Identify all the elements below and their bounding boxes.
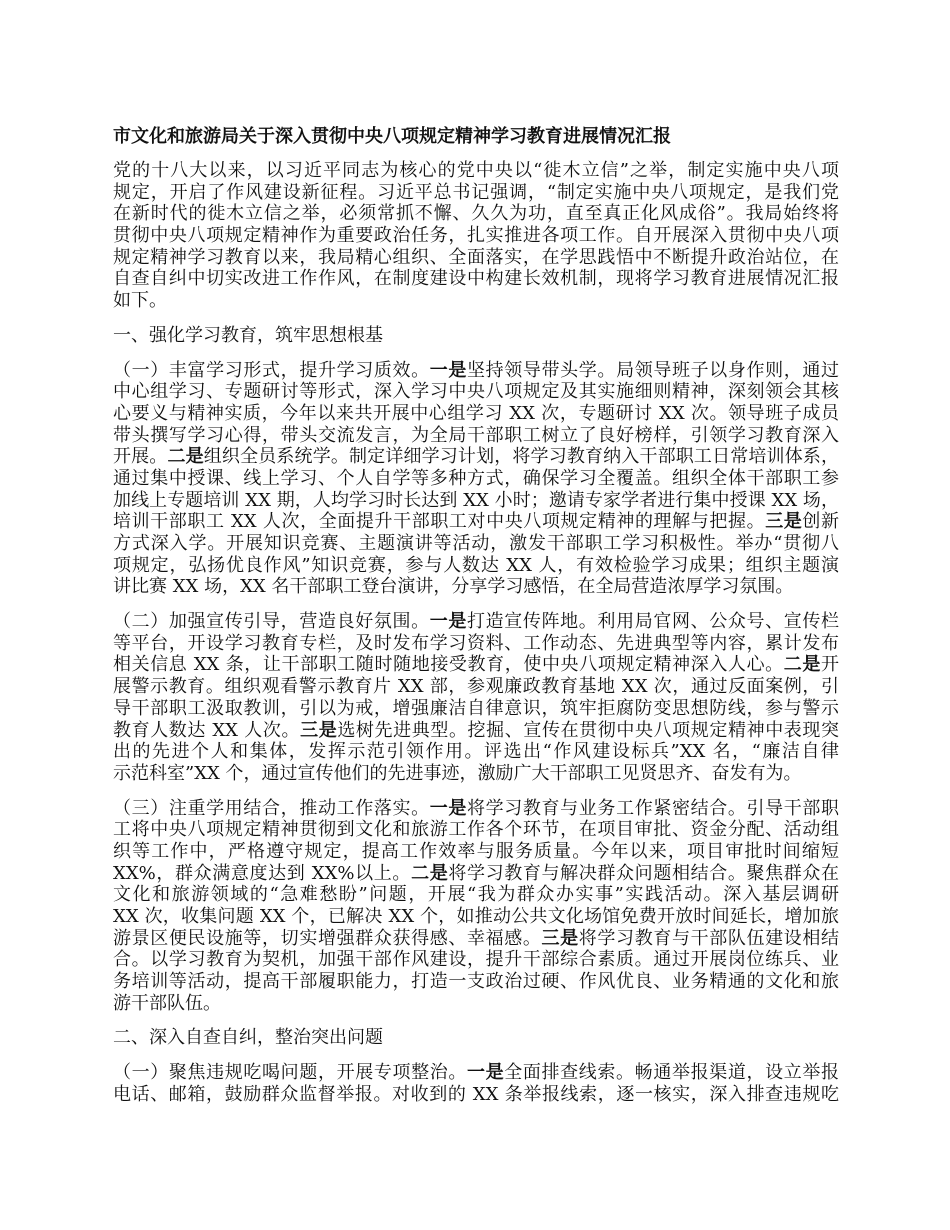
text-segment: 文化和旅游领域的“急难愁盼”问题，开展“我为群众办实事”实践活动。深入基层调研: [113, 884, 839, 906]
text-line: [113, 1084, 839, 1106]
text-segment: 游景区便民设施等，切实增强群众获得感、幸福感。: [113, 927, 542, 949]
text-segment: （三）注重学用结合，推动工作落实。: [113, 797, 430, 819]
paragraph: [113, 798, 839, 1015]
text-segment: 将学习教育与业务工作紧密结合。引导干部职: [467, 797, 840, 819]
text-segment: 在新时代的徙木立信之举，必须常抓不懈、久久为功，直至真正化风成俗”。我局始终将: [113, 203, 839, 225]
text-line: [113, 511, 839, 533]
text-line: [113, 160, 839, 182]
text-segment: 创新: [802, 511, 840, 533]
bold-label: 三是: [300, 719, 338, 741]
paragraph: [113, 160, 839, 312]
text-segment: 中心组学习、专题研讨等形式，深入学习中央八项规定及其实施细则精神，深刻领会其核: [113, 381, 839, 403]
text-line: [113, 490, 839, 512]
text-segment: 方式深入学。开展知识竞赛、主题演讲等活动，激发干部职工学习积极性。举办“贯彻八: [113, 533, 839, 555]
document-title: 市文化和旅游局关于深入贯彻中央八项规定精神学习教育进展情况汇报: [113, 126, 671, 147]
text-line: [113, 203, 839, 225]
bold-label: 二是: [411, 862, 449, 884]
text-line: [113, 533, 839, 555]
text-line: [113, 1062, 839, 1084]
text-segment: 组织全员系统学。制定详细学习计划，将学习教育纳入干部职工日常培训体系，: [203, 446, 840, 468]
text-line: [113, 993, 839, 1015]
bold-label: 三是: [541, 927, 579, 949]
text-segment: （一）聚焦违规吃喝问题，开展专项整治。: [113, 1062, 467, 1084]
text-segment: 展警示教育。组织观看警示教育片 XX 部，参观廉政教育基地 XX 次，通过反面案例，引: [113, 676, 839, 698]
text-line: [113, 247, 839, 269]
text-line: [113, 763, 839, 785]
text-line: [113, 633, 839, 655]
text-segment: 出的先进个人和集体，发挥示范引领作用。评选出“作风建设标兵”XX 名，“廉洁自律: [113, 741, 839, 763]
paragraph: [113, 1062, 839, 1105]
text-segment: 培训干部职工 XX 人次，全面提升干部职工对中央八项规定精神的理解与把握。: [113, 511, 766, 533]
text-segment: 合。以学习教育为契机，加强干部作风建设，提升干部综合素质。通过开展岗位练兵、业: [113, 949, 839, 971]
text-line: [113, 446, 839, 468]
text-line: [113, 425, 839, 447]
text-line: [113, 654, 839, 676]
text-line: [113, 884, 839, 906]
text-line: [113, 611, 839, 633]
bold-label: 一是: [429, 797, 468, 819]
text-line: [113, 468, 839, 490]
text-segment: 开展。: [113, 446, 168, 468]
text-line: [113, 698, 839, 720]
text-segment: 开: [821, 654, 840, 676]
text-segment: XX 次，收集问题 XX 个，已解决 XX 个，如推动公共文化场馆免费开放时间延长，增加旅: [113, 906, 839, 928]
bold-label: 一是: [429, 359, 468, 381]
text-segment: （二）加强宣传引导，营造良好氛围。: [113, 611, 430, 633]
text-line: [113, 928, 839, 950]
text-line: [113, 798, 839, 820]
text-line: [113, 819, 839, 841]
text-segment: 党的十八大以来，以习近平同志为核心的党中央以“徙木立信”之举，制定实施中央八项: [113, 160, 839, 181]
document-page: [113, 126, 839, 1119]
text-line: [113, 381, 839, 403]
text-line: [113, 676, 839, 698]
text-line: [113, 290, 839, 312]
text-line: [113, 741, 839, 763]
paragraph: [113, 611, 839, 785]
text-line: [113, 863, 839, 885]
section-heading: 二、深入自查自纠，整治突出问题: [113, 1027, 383, 1049]
text-line: [113, 906, 839, 928]
paragraph: [113, 360, 839, 599]
text-segment: 电话、邮箱，鼓励群众监督举报。对收到的 XX 条举报线索，逐一核实，深入排查违规吃: [113, 1083, 839, 1105]
text-segment: 通过集中授课、线上学习、个人自学等多种方式，确保学习全覆盖。组织全体干部职工参: [113, 467, 839, 489]
text-segment: 项规定，弘扬优良作风”知识竞赛，参与人数达 XX 人，有效检验学习成果；组织主题演: [113, 554, 839, 576]
text-segment: 规定，开启了作风建设新征程。习近平总书记强调，“制定实施中央八项规定，是我们党: [113, 181, 839, 203]
text-segment: 工将中央八项规定精神贯彻到文化和旅游工作各个环节，在项目审批、资金分配、活动组: [113, 819, 839, 841]
text-segment: 带头撰写学习心得，带头交流发言，为全局干部职工树立了良好榜样，引领学习教育深入: [113, 424, 839, 446]
text-line: [113, 555, 839, 577]
text-segment: 将学习教育与干部队伍建设相结: [578, 927, 840, 949]
text-segment: 自查自纠中切实改进工作作风，在制度建设中构建长效机制，现将学习教育进展情况汇报: [113, 268, 839, 290]
text-segment: 心要义与精神实质，今年以来共开展中心组学习 XX 次，专题研讨 XX 次。领导班子成员: [113, 402, 839, 424]
bold-label: 一是: [467, 1062, 505, 1084]
text-line: [113, 949, 839, 971]
text-segment: 打造宣传阵地。利用局官网、公众号、宣传栏: [467, 611, 840, 633]
text-line: [113, 720, 839, 742]
text-line: [113, 841, 839, 863]
bold-label: 三是: [765, 511, 803, 533]
text-line: [113, 576, 839, 598]
text-segment: 教育人数达 XX 人次。: [113, 719, 301, 741]
text-segment: 示范科室”XX 个，通过宣传他们的先进事迹，激励广大干部职工见贤思齐、奋发有为。: [113, 762, 802, 784]
text-segment: 加线上专题培训 XX 期，人均学习时长达到 XX 小时；邀请专家学者进行集中授课 XX 场，: [113, 489, 839, 511]
text-line: [113, 971, 839, 993]
text-segment: 选树先进典型。挖掘、宣传在贯彻中央八项规定精神中表现突: [337, 719, 840, 741]
text-segment: 规定精神学习教育以来，我局精心组织、全面落实，在学思践悟中不断提升政治站位，在: [113, 246, 839, 268]
text-segment: XX%，群众满意度达到 XX%以上。: [113, 862, 412, 884]
text-segment: （一）丰富学习形式，提升学习质效。: [113, 359, 430, 381]
text-segment: 游干部队伍。: [113, 992, 221, 1014]
document-body: [113, 160, 839, 1106]
bold-label: 二是: [783, 654, 822, 676]
text-line: [113, 268, 839, 290]
text-segment: 全面排查线索。畅通举报渠道，设立举报: [504, 1062, 840, 1084]
text-segment: 导干部职工汲取教训，引以为戒，增强廉洁自律意识，筑牢拒腐防变思想防线，参与警示: [113, 697, 839, 719]
text-segment: 坚持领导带头学。局领导班子以身作则，通过: [467, 359, 840, 381]
text-line: [113, 182, 839, 204]
text-segment: 织等工作中，严格遵守规定，提高工作效率与服务质量。今年以来，项目审批时间缩短: [113, 840, 839, 862]
text-line: [113, 360, 839, 382]
bold-label: 一是: [429, 611, 468, 633]
text-segment: 贯彻中央八项规定精神作为重要政治任务，扎实推进各项工作。自开展深入贯彻中央八项: [113, 225, 839, 247]
text-segment: 务培训等活动，提高干部履职能力，打造一支政治过硬、作风优良、业务精通的文化和旅: [113, 971, 839, 993]
text-segment: 等平台，开设学习教育专栏，及时发布学习资料、工作动态、先进典型等内容，累计发布: [113, 632, 839, 654]
text-line: [113, 403, 839, 425]
text-segment: 如下。: [113, 290, 167, 312]
text-segment: 相关信息 XX 条，让干部职工随时随地接受教育，使中央八项规定精神深入人心。: [113, 654, 784, 676]
text-segment: 讲比赛 XX 场，XX 名干部职工登台演讲，分享学习感悟，在全局营造浓厚学习氛围。: [113, 576, 794, 598]
text-line: [113, 225, 839, 247]
bold-label: 二是: [167, 446, 204, 468]
text-segment: 将学习教育与解决群众问题相结合。聚焦群众在: [448, 862, 840, 884]
section-heading: 一、强化学习教育，筑牢思想根基: [113, 324, 383, 346]
